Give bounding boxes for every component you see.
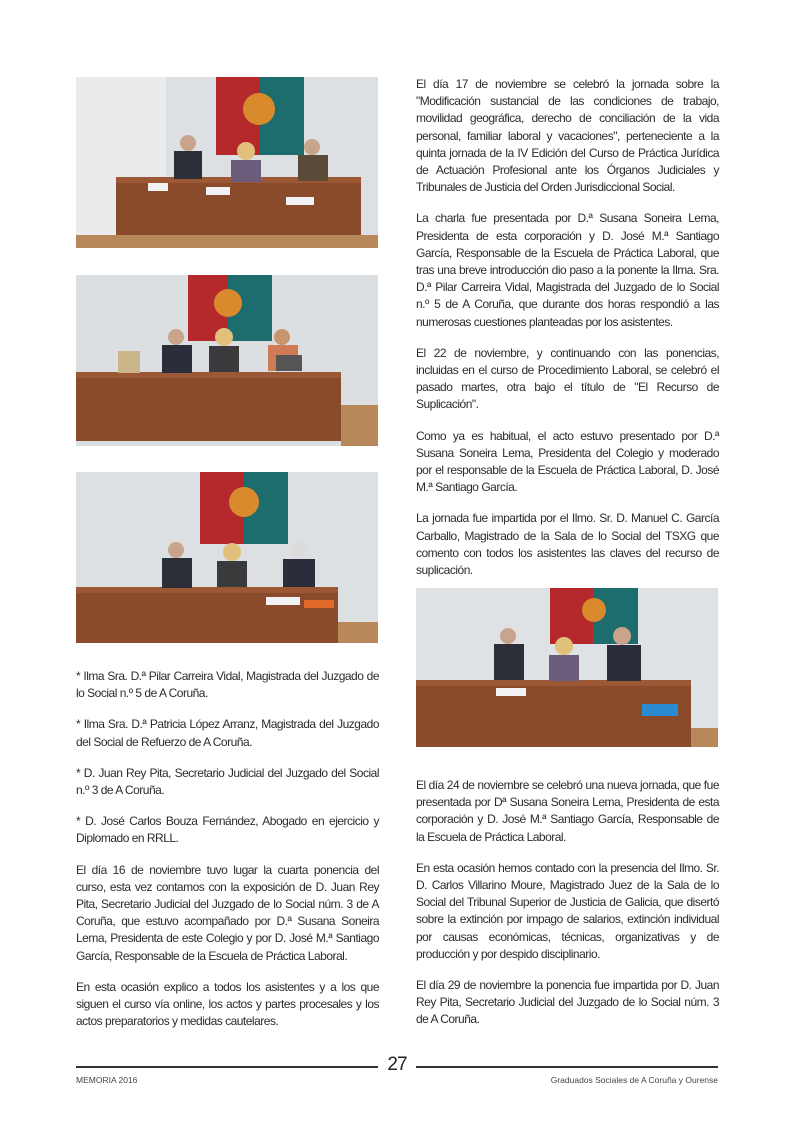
- paragraph: El día 29 de noviembre la ponencia fue impartida por D. Juan Rey Pita, Secretario Judicial del Juzgado de lo Social núm. 3 de A Coruña.: [416, 978, 719, 1027]
- right-column-bottom: [416, 777, 719, 1043]
- paragraph: El día 17 de noviembre se celebró la jornada sobre la "Modificación sustancial de las condiciones de trabajo, movilidad geográfica, derecho de conciliación de la vida personal, familiar laboral y vacaciones", perteneciente a la quinta jornada de la IV Edición del Curso de Práctica Jurídica de Actuación Profesional ante los Órganos Judiciales y Tribunales de Justicia del Orden Jurisdiccional Social.: [416, 77, 719, 195]
- paragraph: La jornada fue impartida por el Ilmo. Sr. D. Manuel C. García Carballo, Magistrado de la Sala de lo Social del TSXG que comento con todos los asistentes las claves del recurso de suplicación.: [416, 511, 719, 578]
- page-number: 27: [387, 1054, 407, 1075]
- paragraph: En esta ocasión hemos contado con la presencia del Ilmo. Sr. D. Carlos Villarino Moure, Magistrado Juez de la Sala de lo Social del Tribunal Superior de Justicia de Galicia, que disertó sobre la extinción por impago de salarios, extinción individual por causas económicas, técnicas, organizativas y de producción y por despido disciplinario.: [416, 860, 719, 961]
- footer-rule-left: [76, 1066, 378, 1068]
- paragraph: Como ya es habitual, el acto estuvo presentado por D.ª Susana Soneira Lema, Presidenta del Colegio y moderado por el responsable de la Escuela de Práctica Laboral, D. José M.ª Santiago García.: [416, 428, 719, 495]
- paragraph: El día 24 de noviembre se celebró una nueva jornada, que fue presentada por Dª Susana Soneira Lema, Presidenta de esta corporación y D. José M.ª Santiago García, Responsable de la Escuela de Práctica Laboral.: [416, 778, 719, 844]
- left-column-text: [76, 668, 379, 1044]
- photo-conference-4: [416, 588, 718, 747]
- paragraph: En esta ocasión explico a todos los asistentes y a los que siguen el curso vía online, los actos y partes procesales y los actos preparatorios y medidas cautelares.: [76, 979, 379, 1029]
- paragraph: El 22 de noviembre, y continuando con las ponencias, incluidas en el curso de Procedimiento Laboral, se celebró el pasado martes, otra bajo el título de "El Recurso de Suplicación".: [416, 345, 719, 412]
- paragraph: El día 16 de noviembre tuvo lugar la cuarta ponencia del curso, esta vez contamos con la exposición de D. Juan Rey Pita, Secretario Judicial del Juzgado de lo Social núm. 3 de A Coruña, que estuvo acompañado por D.ª Susana Soneira Lema, Presidenta de este Colegio y por D. José M.ª Santiago García, Responsable de la Escuela de Práctica Laboral.: [76, 862, 379, 963]
- list-item: * Ilma Sra. D.ª Pilar Carreira Vidal, Magistrada del Juzgado de lo Social n.º 5 de A Coruña.: [76, 669, 379, 701]
- right-column-top: [416, 76, 719, 593]
- footer-rule-right: [416, 1066, 718, 1068]
- list-item: * D. Juan Rey Pita, Secretario Judicial del Juzgado del Social n.º 3 de A Coruña.: [76, 765, 379, 798]
- list-item: * D. José Carlos Bouza Fernández, Abogado en ejercicio y Diplomado en RRLL.: [76, 814, 379, 846]
- footer-publication-label: MEMORIA 2016: [76, 1075, 138, 1085]
- photo-conference-1: [76, 77, 378, 248]
- list-item: * Ilma Sra. D.ª Patricia López Arranz, Magistrada del Juzgado del Social de Refuerzo de A Coruña.: [76, 717, 379, 749]
- paragraph: La charla fue presentada por D.ª Susana Soneira Lema, Presidenta de esta corporación y D. José M.ª Santiago García, Responsable de la Escuela de Práctica Laboral, que tras una breve introducción dio paso a la ponente la Ilma. Sra. D.ª Pilar Carreira Vidal, Magistrada del Juzgado de lo Social n.º 5 de A Coruña, que durante dos horas respondió a las numerosas cuestiones planteadas por los asistentes.: [416, 211, 719, 329]
- footer-organization-label: Graduados Sociales de A Coruña y Ourense: [550, 1075, 718, 1085]
- photo-conference-2: [76, 275, 378, 446]
- photo-conference-3: [76, 472, 378, 643]
